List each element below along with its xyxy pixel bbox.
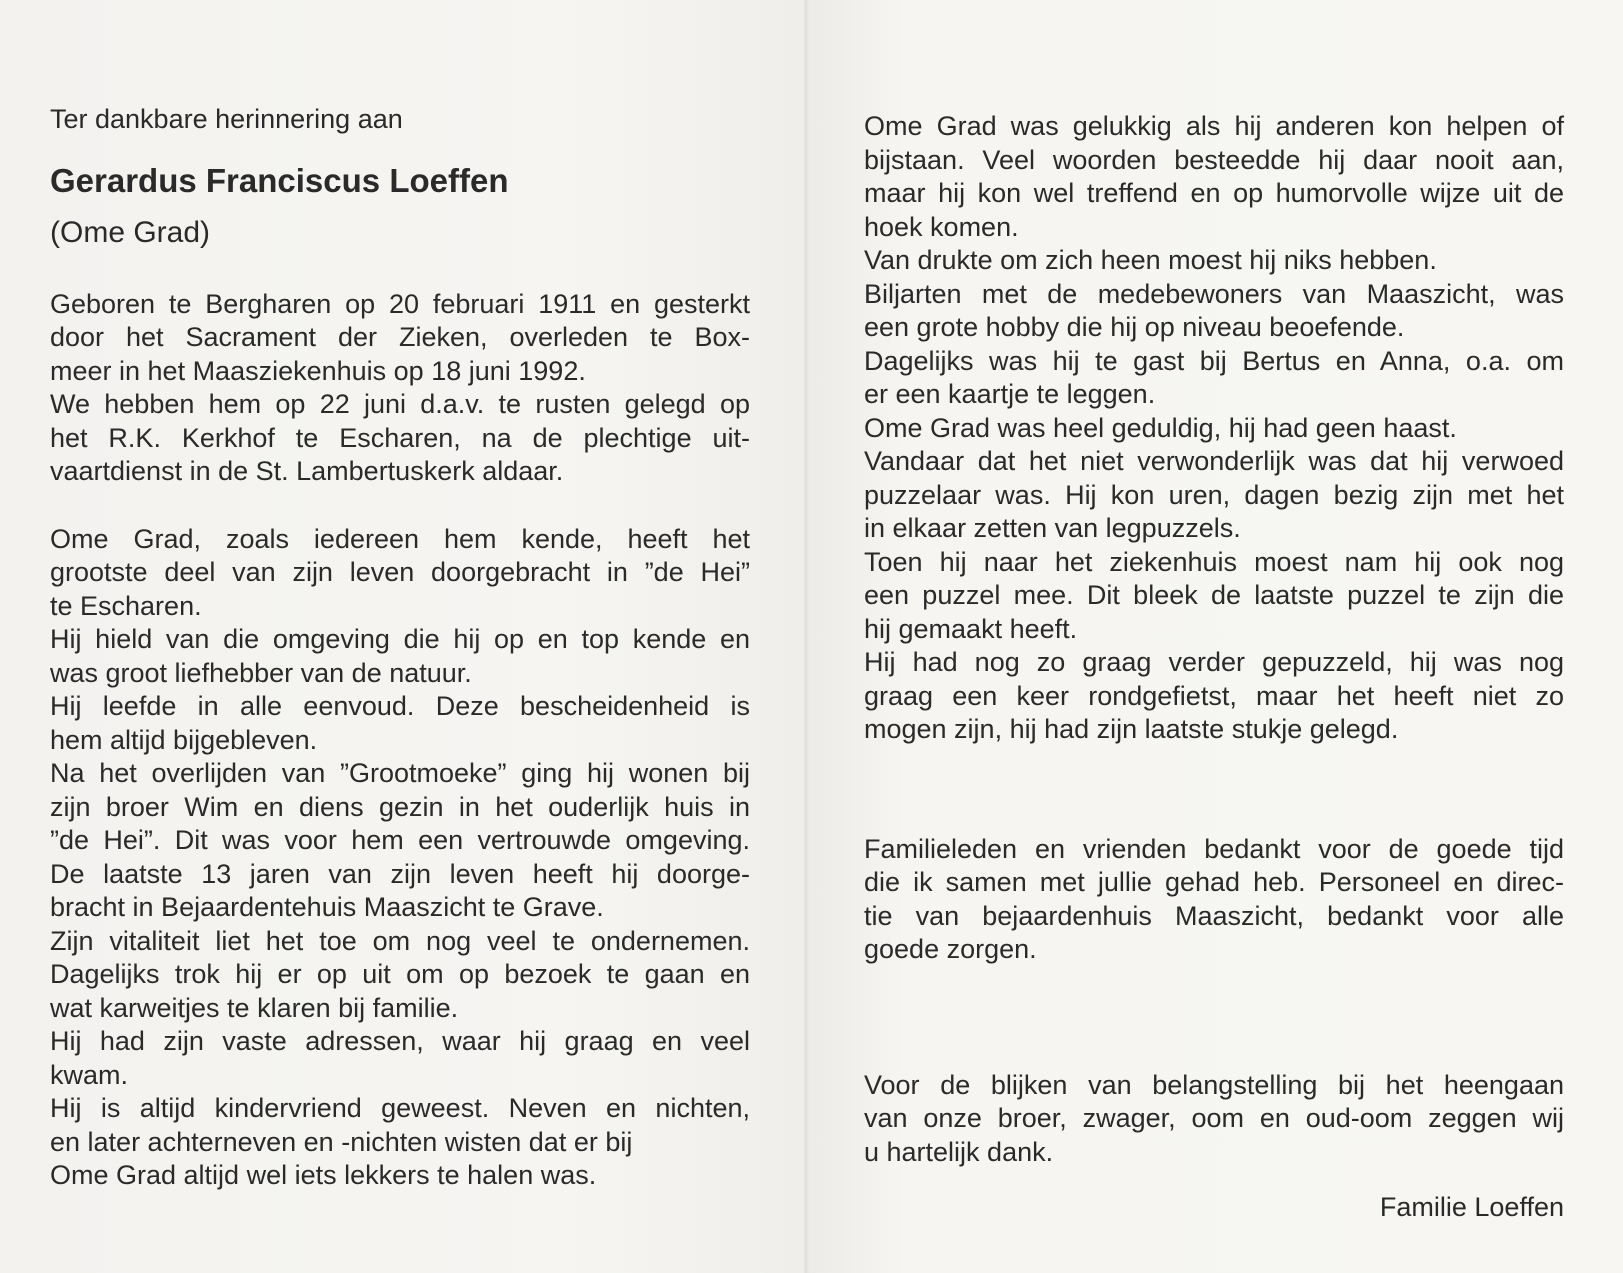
- text-line: hij gemaakt heeft.: [864, 613, 1078, 644]
- text-line: De laatste 13 jaren van zijn leven heeft hij doorge-: [50, 858, 750, 889]
- text-line: wat karweitjes te klaren bij familie.: [50, 992, 459, 1023]
- text-line: in elkaar zetten van legpuzzels.: [864, 513, 1241, 543]
- text-line: meer in het Maasziekenhuis op 18 juni 1992.: [50, 355, 586, 386]
- text-line: zijn broer Wim en diens gezin in het ouderlijk huis in: [50, 791, 750, 822]
- text-line: We hebben hem op 22 juni d.a.v. te rusten gelegd op: [50, 389, 750, 419]
- text-line: bracht in Bejaardentehuis Maaszicht te Grave.: [50, 892, 604, 922]
- text-line: Biljarten met de medebewoners van Maaszicht, was: [864, 278, 1564, 309]
- card-fold: [803, 0, 809, 1273]
- nickname: (Ome Grad): [50, 215, 211, 249]
- text-line: Hij hield van die omgeving die hij op en top kende en: [50, 624, 750, 654]
- text-line: mogen zijn, hij had zijn laatste stukje gelegd.: [864, 714, 1399, 744]
- text-line: tie van bejaardenhuis Maaszicht, bedankt voor alle: [864, 900, 1564, 931]
- text-line: Hij leefde in alle eenvoud. Deze bescheidenheid is: [50, 691, 750, 721]
- text-line: Vandaar dat het niet verwonderlijk was dat hij verwoed: [864, 446, 1564, 476]
- text-line: puzzelaar was. Hij kon uren, dagen bezig zijn met het: [864, 479, 1564, 510]
- thanks-paragraph: [864, 833, 1564, 967]
- text-line: het R.K. Kerkhof te Escharen, na de plechtige uit-: [50, 422, 750, 453]
- text-line: was groot liefhebber van de natuur.: [50, 657, 472, 688]
- text-line: hoek komen.: [864, 211, 1019, 242]
- text-line: hem altijd bijgebleven.: [50, 724, 318, 755]
- text-line: te Escharen.: [50, 590, 202, 621]
- text-line: door het Sacrament der Zieken, overleden te Box-: [50, 322, 750, 352]
- sympathy-paragraph: [864, 1069, 1564, 1170]
- text-line: van onze broer, zwager, oom en oud-oom zeggen wij: [864, 1103, 1564, 1133]
- character-paragraph: [864, 110, 1564, 747]
- text-line: u hartelijk dank.: [864, 1136, 1054, 1167]
- text-line: Geboren te Bergharen op 20 februari 1911 en gesterkt: [50, 288, 750, 319]
- text-line: goede zorgen.: [864, 934, 1037, 964]
- text-line: Hij had zijn vaste adressen, waar hij graag en veel: [50, 1026, 750, 1056]
- text-line: Van drukte om zich heen moest hij niks hebben.: [864, 245, 1437, 275]
- text-line: Dagelijks was hij te gast bij Bertus en Anna, o.a. om: [864, 345, 1564, 376]
- text-line: bijstaan. Veel woorden besteedde hij daar nooit aan,: [864, 144, 1564, 175]
- family-signature: Familie Loeffen: [1379, 1192, 1564, 1222]
- text-line: kwam.: [50, 1059, 129, 1090]
- biography-paragraph: [50, 523, 750, 1193]
- left-column: [50, 103, 750, 1193]
- text-line: maar hij kon wel treffend en op humorvolle wijze uit de: [864, 178, 1564, 208]
- text-line: Ome Grad was gelukkig als hij anderen kon helpen of: [864, 111, 1564, 141]
- text-line: Hij had nog zo graag verder gepuzzeld, hij was nog: [864, 647, 1564, 677]
- intro-line: Ter dankbare herinnering aan: [50, 104, 403, 134]
- text-line: graag een keer rondgefietst, maar het heeft niet zo: [864, 680, 1564, 711]
- text-line: een puzzel mee. Dit bleek de laatste puzzel te zijn die: [864, 580, 1564, 610]
- text-line: Familieleden en vrienden bedankt voor de goede tijd: [864, 833, 1564, 864]
- text-line: Ome Grad altijd wel iets lekkers te halen was.: [50, 1160, 597, 1190]
- text-line: er een kaartje te leggen.: [864, 379, 1156, 409]
- right-column: [864, 110, 1564, 1225]
- text-line: grootste deel van zijn leven doorgebracht in ”de Hei”: [50, 557, 750, 587]
- text-line: Dagelijks trok hij er op uit om op bezoek te gaan en: [50, 959, 750, 989]
- text-line: ”de Hei”. Dit was voor hem een vertrouwde omgeving.: [50, 825, 750, 855]
- text-line: Hij is altijd kindervriend geweest. Neven en nichten,: [50, 1093, 750, 1123]
- text-line: die ik samen met jullie gehad heb. Personeel en direc-: [864, 867, 1564, 897]
- text-line: Ome Grad, zoals iedereen hem kende, heeft het: [50, 523, 750, 554]
- text-line: Na het overlijden van ”Grootmoeke” ging hij wonen bij: [50, 758, 750, 788]
- text-line: Voor de blijken van belangstelling bij het heengaan: [864, 1069, 1564, 1100]
- text-line: een grote hobby die hij op niveau beoefende.: [864, 312, 1405, 342]
- text-line: en later achterneven en -nichten wisten dat er bij: [50, 1126, 633, 1157]
- birth-death-paragraph: [50, 288, 750, 489]
- text-line: Toen hij naar het ziekenhuis moest nam hij ook nog: [864, 546, 1564, 577]
- text-line: vaartdienst in de St. Lambertuskerk aldaar.: [50, 456, 564, 486]
- text-line: Zijn vitaliteit liet het toe om nog veel te ondernemen.: [50, 925, 750, 956]
- text-line: Ome Grad was heel geduldig, hij had geen haast.: [864, 412, 1457, 443]
- deceased-name: Gerardus Franciscus Loeffen: [50, 161, 509, 199]
